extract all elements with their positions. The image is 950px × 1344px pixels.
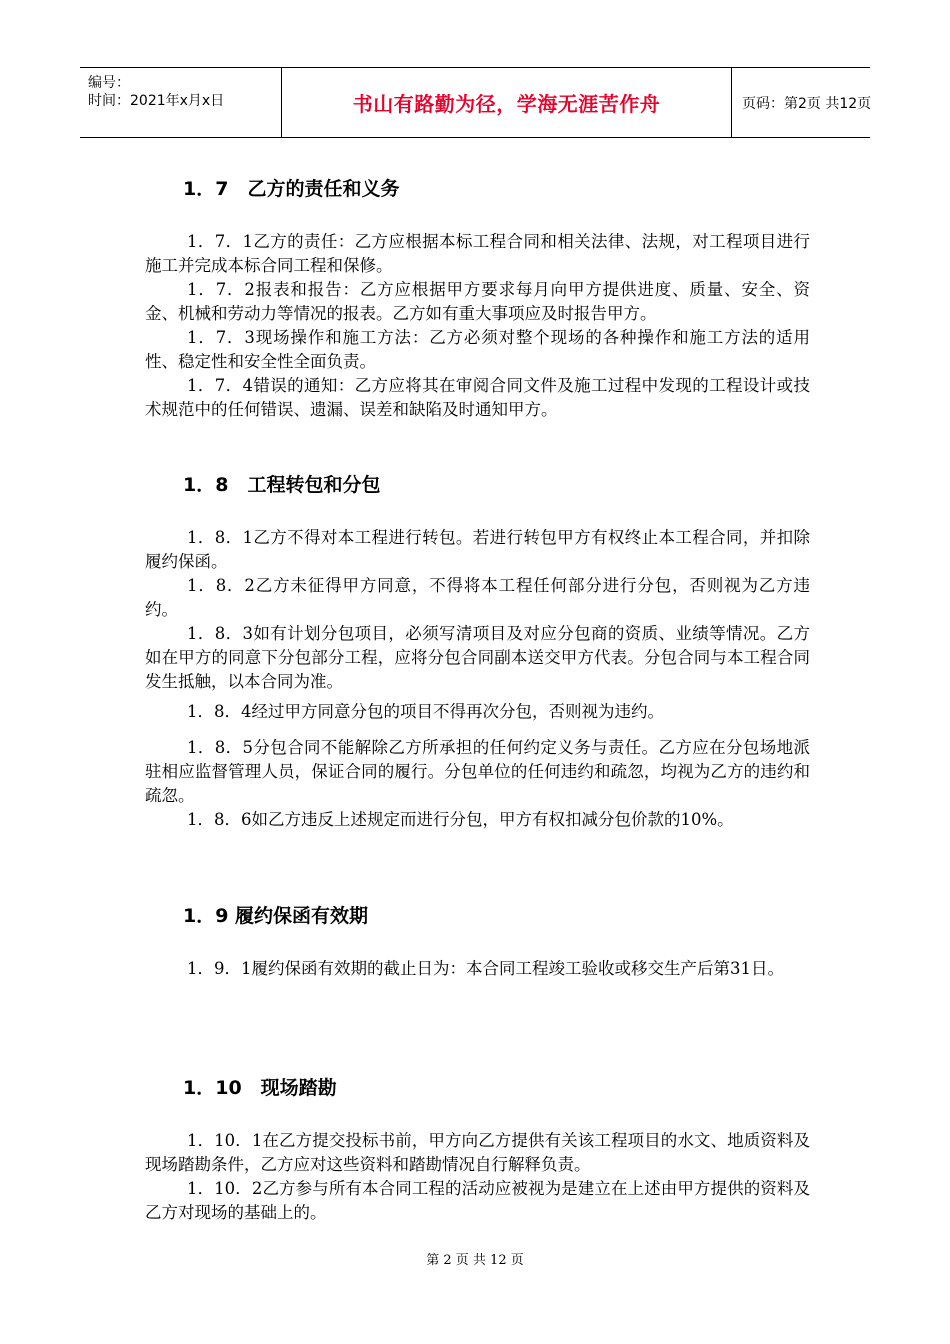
header-meta	[80, 68, 282, 137]
section-heading: 1．10 现场踏勘	[183, 1077, 337, 1099]
paragraph: 1．7．3现场操作和施工方法：乙方必须对整个现场的各种操作和施工方法的适用性、稳定性和安全性全面负责。	[145, 328, 810, 371]
section-heading: 1．7 乙方的责任和义务	[183, 178, 400, 200]
header-motto: 书山有路勤为径，学海无涯苦作舟	[282, 68, 732, 137]
page-footer: 第 2 页 共 12 页	[426, 1253, 524, 1268]
paragraph: 1．7．1乙方的责任：乙方应根据本标工程合同和相关法律、法规，对工程项目进行施工并完成本标合同工程和保修。	[145, 232, 810, 275]
paragraph: 1．10．2乙方参与所有本合同工程的活动应被视为是建立在上述由甲方提供的资料及乙方对现场的基础上的。	[145, 1179, 810, 1222]
paragraph: 1．8．3如有计划分包项目，必须写清项目及对应分包商的资质、业绩等情况。乙方如在甲方的同意下分包部分工程，应将分包合同副本送交甲方代表。分包合同与本工程合同发生抵触，以本合同为准。	[145, 624, 810, 691]
document-number-label: 编号：	[88, 75, 130, 91]
paragraph: 1．7．4错误的通知：乙方应将其在审阅合同文件及施工过程中发现的工程设计或技术规范中的任何错误、遗漏、误差和缺陷及时通知甲方。	[145, 376, 810, 419]
paragraph: 1．8．5分包合同不能解除乙方所承担的任何约定义务与责任。乙方应在分包场地派驻相应监督管理人员，保证合同的履行。分包单位的任何违约和疏忽，均视为乙方的违约和疏忽。	[145, 738, 810, 805]
header-page-label: 页码：第2页 共12页	[742, 95, 872, 112]
paragraph: 1．9．1履约保函有效期的截止日为：本合同工程竣工验收或移交生产后第31日。	[187, 959, 784, 978]
paragraph: 1．8．1乙方不得对本工程进行转包。若进行转包甲方有权终止本工程合同，并扣除履约保函。	[145, 528, 810, 571]
section-heading: 1．9 履约保函有效期	[183, 905, 369, 927]
paragraph: 1．8．4经过甲方同意分包的项目不得再次分包，否则视为违约。	[187, 702, 664, 721]
document-date-label: 时间：2021年x月x日	[88, 93, 225, 109]
paragraph: 1．7．2报表和报告：乙方应根据甲方要求每月向甲方提供进度、质量、安全、资金、机械和劳动力等情况的报表。乙方如有重大事项应及时报告甲方。	[145, 280, 810, 323]
paragraph: 1．8．6如乙方违反上述规定而进行分包，甲方有权扣减分包价款的10%。	[187, 810, 734, 829]
page-header	[80, 67, 870, 138]
paragraph: 1．8．2乙方未征得甲方同意，不得将本工程任何部分进行分包，否则视为乙方违约。	[145, 576, 810, 619]
section-heading: 1．8 工程转包和分包	[183, 474, 381, 496]
paragraph: 1．10．1在乙方提交投标书前，甲方向乙方提供有关该工程项目的水文、地质资料及现场踏勘条件，乙方应对这些资料和踏勘情况自行解释负责。	[145, 1131, 810, 1174]
